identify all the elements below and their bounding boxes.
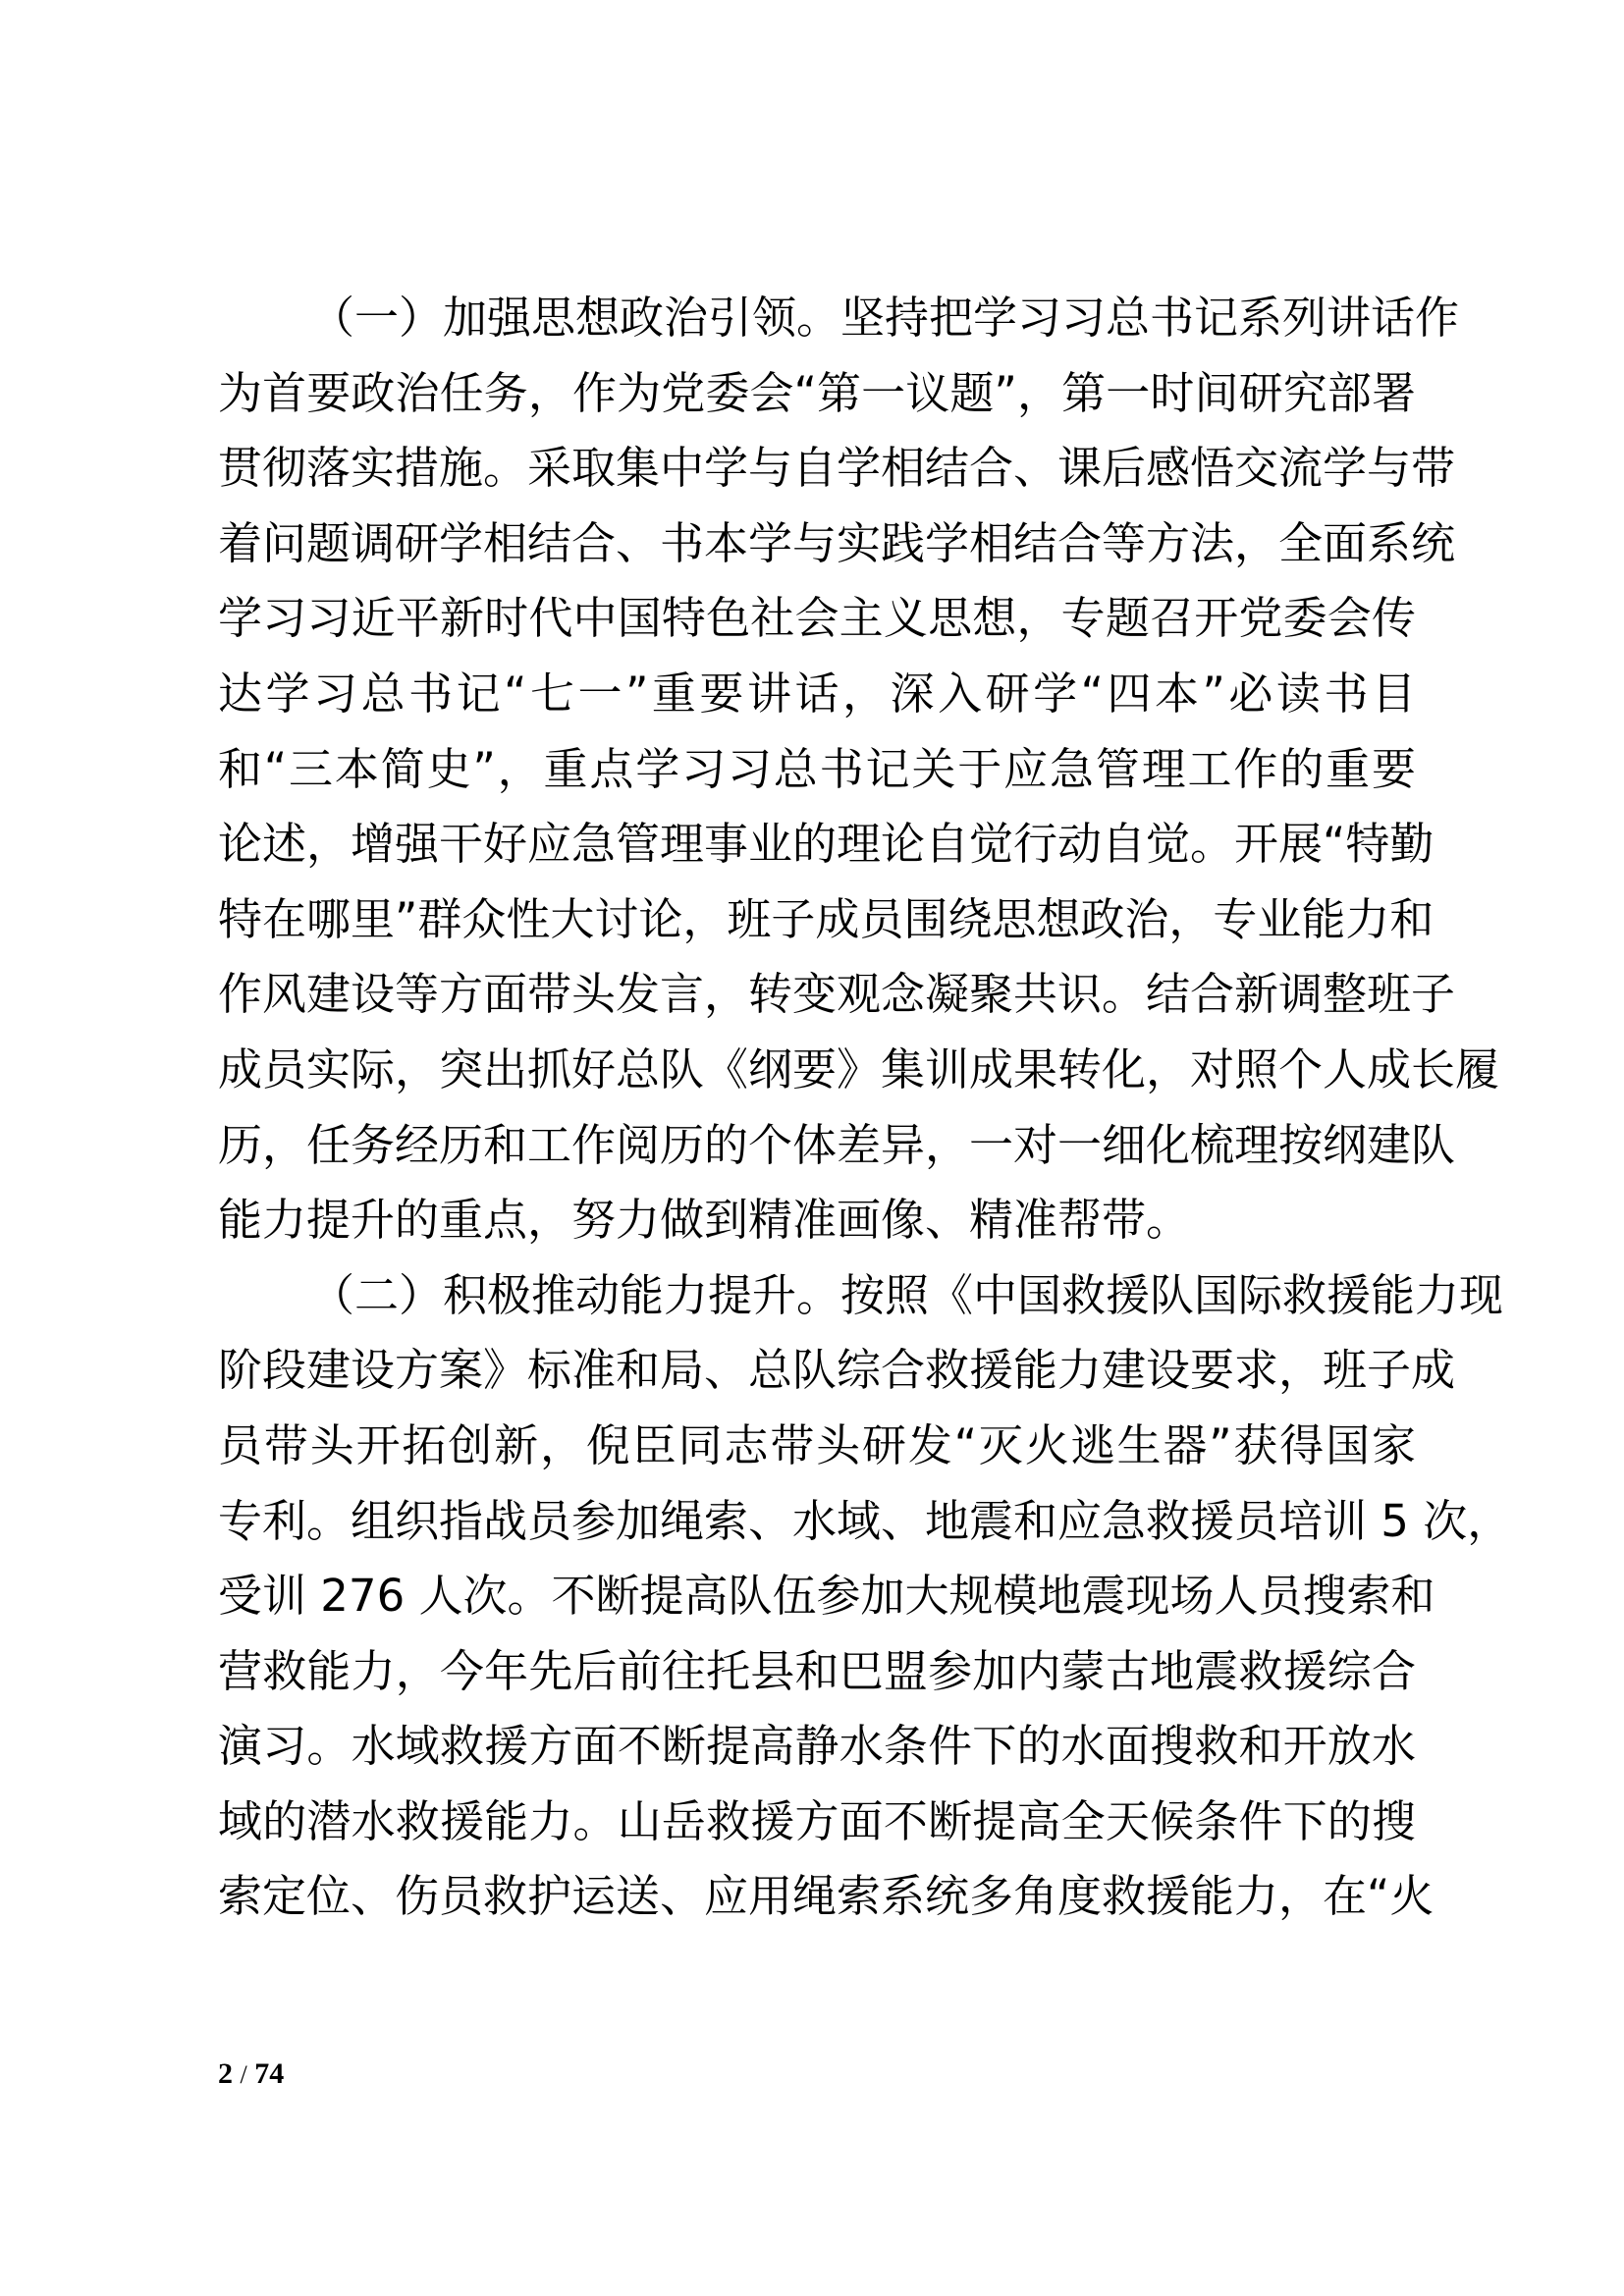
- text-line: 员带头开拓创新，倪臣同志带头研发“灭火逃生器”获得国家: [218, 1418, 1416, 1471]
- text-line: 阶段建设方案》标准和局、总队综合救援能力建设要求，班子成: [218, 1344, 1456, 1397]
- text-line: （一）加强思想政治引领。坚持把学习习总书记系列讲话作: [310, 292, 1460, 344]
- text-line: 历，任务经历和工作阅历的个体差异，一对一细化梳理按纲建队: [218, 1118, 1456, 1171]
- text-line: 域的潜水救援能力。山岳救援方面不断提高全天候条件下的搜: [218, 1794, 1416, 1847]
- text-line: 营救能力，今年先后前往托县和巴盟参加内蒙古地震救援综合: [218, 1644, 1416, 1697]
- text-line: 达学习总书记“七一”重要讲话，深入研学“四本”必读书目: [218, 667, 1416, 720]
- text-line: 成员实际，突出抓好总队《纲要》集训成果转化，对照个人成长履: [218, 1042, 1500, 1095]
- text-line: 论述，增强干好应急管理事业的理论自觉行动自觉。开展“特勤: [218, 818, 1435, 871]
- text-line: 贯彻落实措施。采取集中学与自学相结合、课后感悟交流学与带: [218, 442, 1456, 495]
- text-line: 特在哪里”群众性大讨论，班子成员围绕思想政治，专业能力和: [218, 892, 1435, 945]
- page-number: [218, 2056, 284, 2093]
- text-line: 为首要政治任务，作为党委会“第一议题”，第一时间研究部署: [218, 366, 1416, 419]
- page-separator: /: [240, 2060, 247, 2089]
- text-line: 作风建设等方面带头发言，转变观念凝聚共识。结合新调整班子: [218, 968, 1456, 1021]
- text-line: （二）积极推动能力提升。按照《中国救援队国际救援能力现: [310, 1268, 1504, 1321]
- text-line: 着问题调研学相结合、书本学与实践学相结合等方法，全面系统: [218, 516, 1456, 569]
- text-line: 和“三本简史”，重点学习习总书记关于应急管理工作的重要: [218, 742, 1416, 795]
- page-current: 2: [218, 2057, 233, 2090]
- text-line: 受训 276 人次。不断提高队伍参加大规模地震现场人员搜索和: [218, 1570, 1435, 1623]
- text-line: 索定位、伤员救护运送、应用绳索系统多角度救援能力，在“火: [218, 1870, 1435, 1923]
- text-line: 能力提升的重点，努力做到精准画像、精准帮带。: [218, 1194, 1191, 1247]
- body-text: [218, 281, 1512, 1935]
- text-line: 专利。组织指战员参加绳索、水域、地震和应急救援员培训 5 次，: [218, 1494, 1512, 1547]
- page-total: 74: [254, 2057, 285, 2090]
- text-line: 学习习近平新时代中国特色社会主义思想，专题召开党委会传: [218, 592, 1416, 645]
- text-line: 演习。水域救援方面不断提高静水条件下的水面搜救和开放水: [218, 1720, 1416, 1773]
